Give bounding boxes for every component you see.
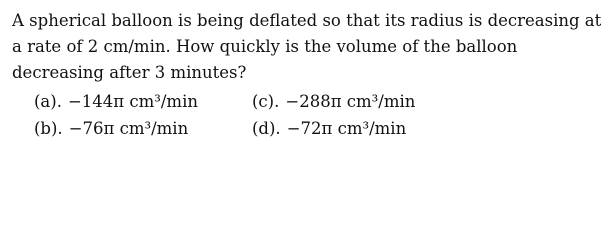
choice-c-value: −288π cm³/min: [285, 92, 416, 111]
answer-choices: [12, 89, 601, 145]
choice-c-label: (c).: [252, 92, 280, 111]
choice-a-value: −144π cm³/min: [67, 92, 198, 111]
choice-d-label: (d).: [252, 119, 281, 138]
choice-b-value: −76π cm³/min: [68, 119, 189, 138]
choice-c: [252, 89, 415, 115]
choice-b-label: (b).: [34, 119, 63, 138]
choice-a: [34, 89, 198, 115]
choice-b: [34, 116, 188, 142]
choice-d: [252, 116, 406, 142]
choice-a-label: (a).: [34, 92, 62, 111]
choice-d-value: −72π cm³/min: [286, 119, 407, 138]
question-text: A spherical balloon is being deflated so that its radius is decreasing at a rate of 2 cm/min. How quickly is the volume of the balloon decreasing after 3 minutes?: [12, 11, 602, 82]
